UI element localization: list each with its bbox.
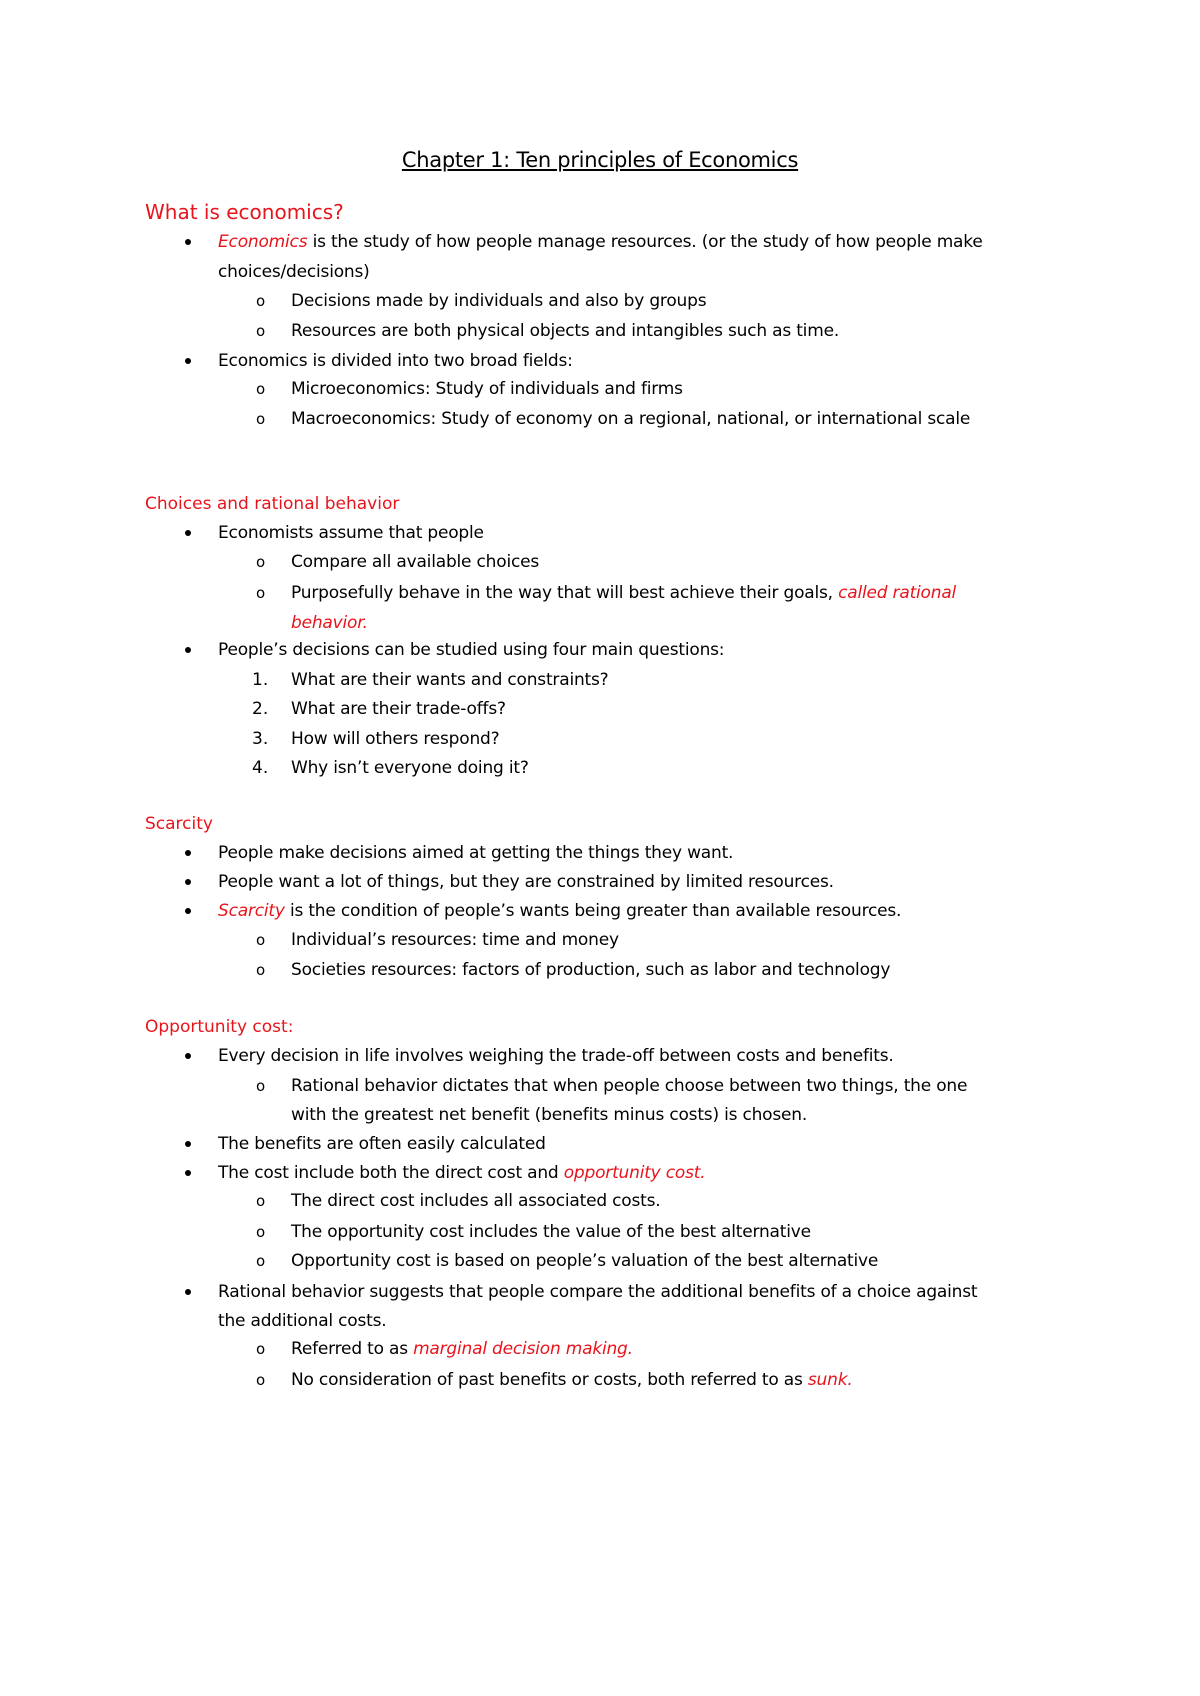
page-title: Chapter 1: Ten principles of Economics [401, 148, 799, 172]
bullet-icon [182, 236, 194, 248]
list-item: People make decisions aimed at getting the things they want. [218, 843, 734, 863]
list-item [218, 1163, 705, 1183]
sub-bullet-marker: o [256, 410, 266, 428]
sub-bullet-marker: o [256, 1371, 266, 1389]
sub-list-item: Compare all available choices [291, 552, 540, 572]
bullet-icon [182, 355, 194, 367]
bullet-icon [182, 1050, 194, 1062]
heading-scarcity: Scarcity [145, 814, 213, 834]
term-sunk: sunk. [807, 1370, 853, 1390]
sub-bullet-marker: o [256, 1077, 266, 1095]
heading-opportunity-cost: Opportunity cost: [145, 1017, 294, 1037]
sub-bullet-marker: o [256, 292, 266, 310]
question-number: 4. [252, 758, 269, 778]
heading-choices-rational-behavior: Choices and rational behavior [145, 494, 400, 514]
list-item [218, 232, 983, 252]
term-marginal-decision-making: marginal decision making. [413, 1339, 633, 1359]
sub-bullet-marker: o [256, 931, 266, 949]
sub-list-item: The opportunity cost includes the value of the best alternative [291, 1222, 811, 1242]
bullet-icon [182, 527, 194, 539]
list-item: People’s decisions can be studied using four main questions: [218, 640, 725, 660]
sub-bullet-marker: o [256, 553, 266, 571]
sub-list-item: The direct cost includes all associated costs. [291, 1191, 661, 1211]
list-item: Rational behavior suggests that people compare the additional benefits of a choice against [218, 1282, 978, 1302]
list-item: Economics is divided into two broad fields: [218, 351, 573, 371]
sub-list-item-text: Referred to as [291, 1339, 414, 1359]
sub-list-item: Microeconomics: Study of individuals and firms [291, 379, 683, 399]
list-item-text: is the condition of people’s wants being greater than available resources. [284, 901, 902, 921]
sub-list-item-text: Purposefully behave in the way that will best achieve their goals, [291, 583, 839, 603]
question-number: 1. [252, 670, 269, 690]
sub-list-item: Rational behavior dictates that when people choose between two things, the one [291, 1076, 968, 1096]
bullet-icon [182, 1167, 194, 1179]
bullet-icon [182, 905, 194, 917]
term-scarcity: Scarcity [218, 901, 285, 921]
sub-list-item [291, 583, 956, 603]
sub-bullet-marker: o [256, 584, 266, 602]
sub-list-item: Societies resources: factors of production, such as labor and technology [291, 960, 891, 980]
term-rational-behavior: called rational [838, 583, 957, 603]
sub-list-item-continuation: behavior. [291, 613, 368, 633]
sub-bullet-marker: o [256, 1223, 266, 1241]
bullet-icon [182, 1286, 194, 1298]
sub-list-item: Individual’s resources: time and money [291, 930, 619, 950]
list-item-text: The cost include both the direct cost and [218, 1163, 564, 1183]
sub-bullet-marker: o [256, 1340, 266, 1358]
term-economics: Economics [218, 232, 308, 252]
question-number: 2. [252, 699, 269, 719]
sub-list-item-text: No consideration of past benefits or costs, both referred to as [291, 1370, 808, 1390]
sub-list-item: Opportunity cost is based on people’s valuation of the best alternative [291, 1251, 879, 1271]
list-item [218, 901, 901, 921]
sub-list-item: Decisions made by individuals and also by groups [291, 291, 707, 311]
question-item: What are their wants and constraints? [291, 670, 609, 690]
list-item-continuation: the additional costs. [218, 1311, 387, 1331]
list-item-text: is the study of how people manage resources. (or the study of how people make [307, 232, 983, 252]
sub-bullet-marker: o [256, 1252, 266, 1270]
list-item-continuation: choices/decisions) [218, 262, 370, 282]
sub-list-item [291, 1339, 633, 1359]
sub-bullet-marker: o [256, 1192, 266, 1210]
list-item: Every decision in life involves weighing the trade-off between costs and benefits. [218, 1046, 894, 1066]
sub-list-item: Resources are both physical objects and intangibles such as time. [291, 321, 840, 341]
sub-list-item-continuation: with the greatest net benefit (benefits minus costs) is chosen. [291, 1105, 808, 1125]
sub-bullet-marker: o [256, 961, 266, 979]
question-number: 3. [252, 729, 269, 749]
list-item: People want a lot of things, but they are constrained by limited resources. [218, 872, 834, 892]
bullet-icon [182, 644, 194, 656]
question-item: Why isn’t everyone doing it? [291, 758, 529, 778]
sub-bullet-marker: o [256, 380, 266, 398]
list-item: The benefits are often easily calculated [218, 1134, 546, 1154]
sub-list-item: Macroeconomics: Study of economy on a regional, national, or international scale [291, 409, 971, 429]
list-item: Economists assume that people [218, 523, 484, 543]
question-item: How will others respond? [291, 729, 500, 749]
bullet-icon [182, 876, 194, 888]
bullet-icon [182, 847, 194, 859]
bullet-icon [182, 1138, 194, 1150]
term-opportunity-cost: opportunity cost. [563, 1163, 706, 1183]
sub-bullet-marker: o [256, 322, 266, 340]
sub-list-item [291, 1370, 853, 1390]
heading-what-is-economics: What is economics? [145, 200, 344, 224]
question-item: What are their trade-offs? [291, 699, 506, 719]
